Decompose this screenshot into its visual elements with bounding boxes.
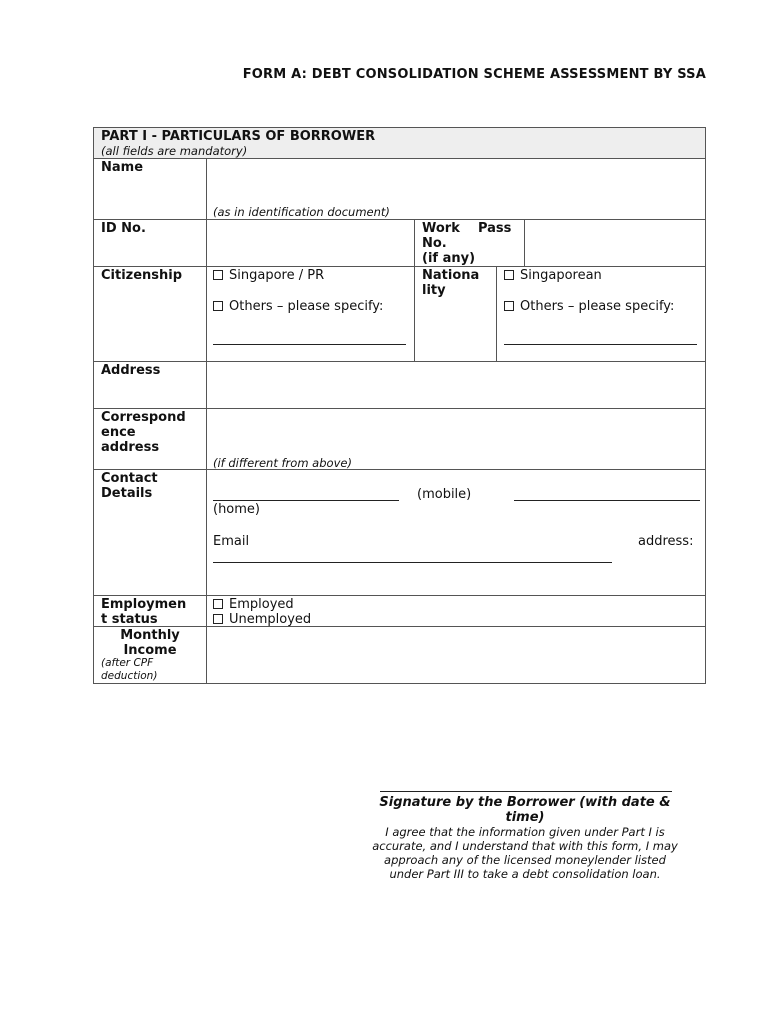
agreement-text-4: under Part III to take a debt consolidation loan. <box>389 867 661 881</box>
signature-label: Signature by the Borrower (with date & <box>379 795 671 810</box>
id-field[interactable] <box>207 220 414 266</box>
part-heading: PART I - PARTICULARS OF BORROWER <box>101 129 376 144</box>
employment-label-2: t status <box>101 612 158 627</box>
email-blank[interactable] <box>213 562 612 563</box>
nationality-label: Nationa <box>422 268 480 283</box>
signature-label-2: time) <box>505 810 545 825</box>
work-pass-label: Work Pass <box>422 221 512 236</box>
address-label: Address <box>101 363 161 378</box>
name-label: Name <box>101 160 144 175</box>
income-note-2: deduction) <box>101 670 158 682</box>
work-pass-field[interactable] <box>525 220 705 266</box>
employed-option[interactable]: Employed <box>213 597 294 612</box>
citizenship-option-singapore[interactable]: Singapore / PR <box>213 268 324 283</box>
agreement-text-1: I agree that the information given under Part I is <box>385 825 665 839</box>
checkbox-icon[interactable] <box>213 301 223 311</box>
income-label: Monthly <box>120 628 180 643</box>
mobile-text: (mobile) <box>417 487 472 502</box>
checkbox-icon[interactable] <box>213 270 223 280</box>
home-blank[interactable] <box>514 500 700 501</box>
checkbox-icon[interactable] <box>504 270 514 280</box>
checkbox-icon[interactable] <box>213 614 223 624</box>
email-address-text: address: <box>638 534 694 549</box>
citizenship-specify-blank[interactable] <box>213 344 406 345</box>
citizenship-option-others[interactable]: Others – please specify: <box>213 299 383 314</box>
email-text: Email <box>213 534 250 549</box>
agreement-text-3: approach any of the licensed moneylender listed <box>384 853 666 867</box>
income-field[interactable] <box>207 627 705 683</box>
nationality-option-singaporean[interactable]: Singaporean <box>504 268 602 283</box>
home-text: (home) <box>213 502 260 517</box>
work-pass-label-3: (if any) <box>422 251 476 266</box>
name-note: (as in identification document) <box>213 205 390 219</box>
nationality-option-others[interactable]: Others – please specify: <box>504 299 674 314</box>
correspondence-label-2: ence <box>101 425 136 440</box>
correspondence-note: (if different from above) <box>213 456 352 470</box>
work-pass-label-2: No. <box>422 236 447 251</box>
borrower-particulars-table <box>93 127 706 684</box>
nationality-specify-blank[interactable] <box>504 344 697 345</box>
correspondence-label-3: address <box>101 440 160 455</box>
checkbox-icon[interactable] <box>213 599 223 609</box>
citizenship-label: Citizenship <box>101 268 183 283</box>
unemployed-option[interactable]: Unemployed <box>213 612 311 627</box>
address-field[interactable] <box>207 362 705 408</box>
form-title: FORM A: DEBT CONSOLIDATION SCHEME ASSESSMENT BY SSA <box>242 67 706 82</box>
mobile-blank[interactable] <box>213 500 399 501</box>
nationality-label-2: lity <box>422 283 446 298</box>
id-label: ID No. <box>101 221 146 236</box>
checkbox-icon[interactable] <box>504 301 514 311</box>
contact-label: Contact <box>101 471 158 486</box>
income-label-2: Income <box>123 643 177 658</box>
contact-label-2: Details <box>101 486 153 501</box>
signature-line[interactable] <box>380 791 672 792</box>
employment-label: Employmen <box>101 597 187 612</box>
correspondence-label: Correspond <box>101 410 186 425</box>
part-subheading: (all fields are mandatory) <box>101 144 248 158</box>
income-note: (after CPF <box>101 657 154 669</box>
agreement-text-2: accurate, and I understand that with this form, I may <box>372 839 678 853</box>
